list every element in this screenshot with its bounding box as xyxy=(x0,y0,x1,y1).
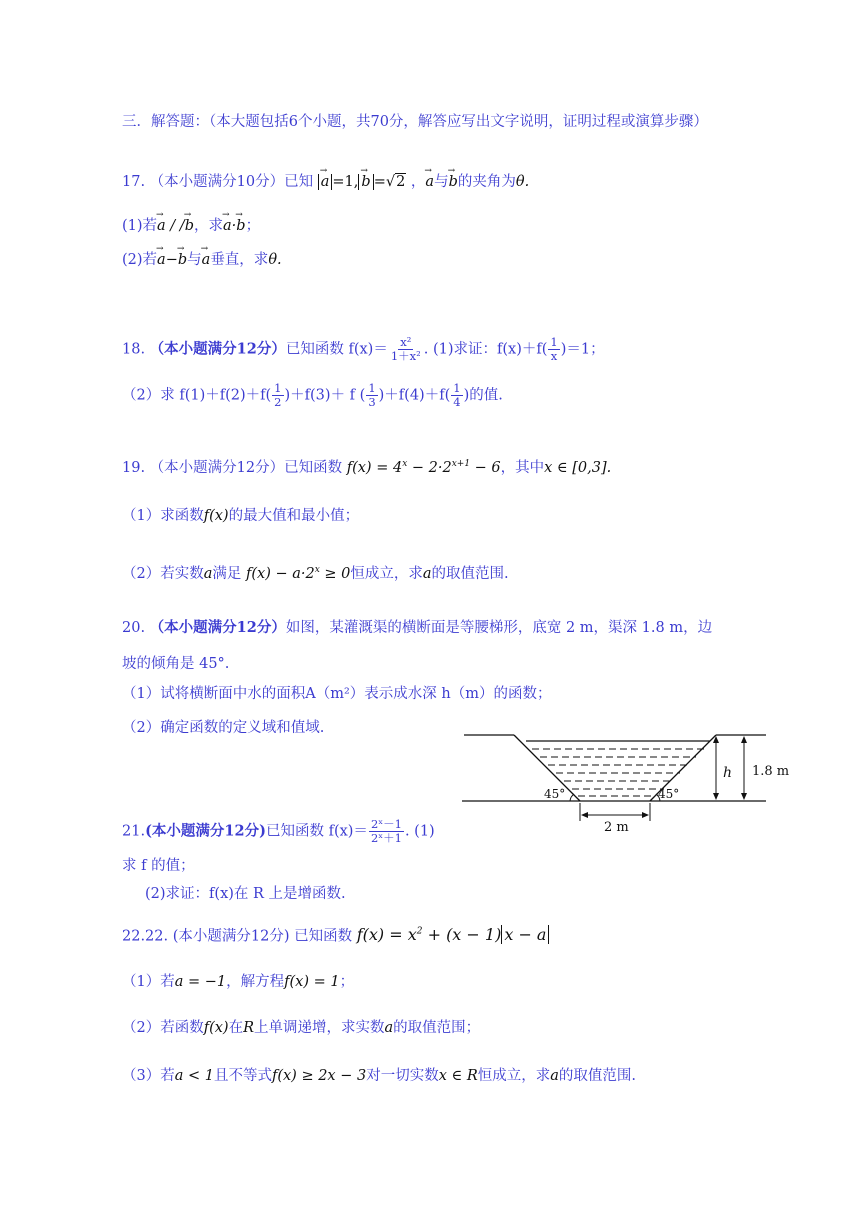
q18-part2: （2）求 f(1)＋f(2)＋f( $\frac{1}{2}$ )＋f(3)＋ f ( $\frac{1}{3}$ )＋f(4)＋f( $\frac{1}{4}$ )的值. xyxy=(122,381,503,409)
q22-part3: （3）若a < 1且不等式f(x) ≥ 2x − 3对一切实数x ∈ R恒成立，求a的取值范围. xyxy=(122,1068,637,1084)
channel-figure xyxy=(462,725,802,835)
q20-part2: （2）确定函数的定义域和值域. xyxy=(122,720,325,736)
q19-part2: （2）若实数a满足 $f(x) - a\cdot 2^x \ge 0$恒成立，求a的取值范围. xyxy=(122,565,509,582)
q20-part1: （1）试将横断面中水的面积A（m²）表示成水深 h（m）的函数； xyxy=(122,686,552,702)
q17-part2: (2)若→ a−→ b与→ a垂直，求θ. xyxy=(122,250,282,270)
section-header: 三．解答题：（本大题包括6个小题，共70分，解答应写出文字说明，证明过程或演算步骤） xyxy=(122,114,708,130)
q17-stem: 17. （本小题满分10分）已知 → a =1,→ b =√2 ，→ a与→ b的夹角为θ. xyxy=(122,172,529,192)
q19-function: $f(x) = 4^x - 2\cdot 2^{x+1} - 6$ xyxy=(346,459,501,476)
q21-line2: 求 f 的值； xyxy=(122,858,195,874)
fig-label-depth: 1.8 m xyxy=(752,764,790,779)
q19-stem: 19. （本小题满分12分）已知函数 $f(x) = 4^x - 2\cdot 2^{x+1} - 6$，其中x ∈ [0,3]. xyxy=(122,459,612,476)
q22-part1: （1）若a = −1，解方程f(x) = 1； xyxy=(122,974,355,990)
q22-part2: （2）若函数f(x)在R上单调递增，求实数a的取值范围； xyxy=(122,1020,481,1036)
fig-angle-right: 45° xyxy=(658,787,680,801)
q17-part1: (1)若→ a / /→ b，求→ a·→ b； xyxy=(122,216,260,236)
q21-part2: (2)求证：f(x)在 R 上是增函数. xyxy=(145,886,346,902)
q17-condition: → a =1,→ b =√2 xyxy=(318,173,407,190)
q20-stem2: 坡的倾角是 45°. xyxy=(122,656,230,672)
fig-angle-left: 45° xyxy=(544,787,566,801)
q19-part1: （1）求函数f(x)的最大值和最小值； xyxy=(122,508,360,524)
q20-stem: 20. （本小题满分12分）如图，某灌溉渠的横断面是等腰梯形，底宽 2 m，渠深 1.8 m，边 xyxy=(122,619,713,636)
fig-label-width: 2 m xyxy=(604,820,629,835)
q22-stem: 22.22. (本小题满分12分) 已知函数 $f(x) = x^2 + (x - 1) x - a$ xyxy=(122,922,549,946)
q21-stem: 21.(本小题满分12分)已知函数 f(x)＝ $\frac{\text{2ˣ－1}}{\text{2ˣ＋1}}$ . (1) xyxy=(122,817,435,845)
q18-stem: 18. （本小题满分12分）已知函数 f(x)＝ $\frac{\text{x²}}{\text{1＋x²}}$ . (1)求证：f(x)＋f( $\frac{1}{x}$ )＝1； xyxy=(122,335,605,363)
fig-label-h: h xyxy=(723,765,733,781)
